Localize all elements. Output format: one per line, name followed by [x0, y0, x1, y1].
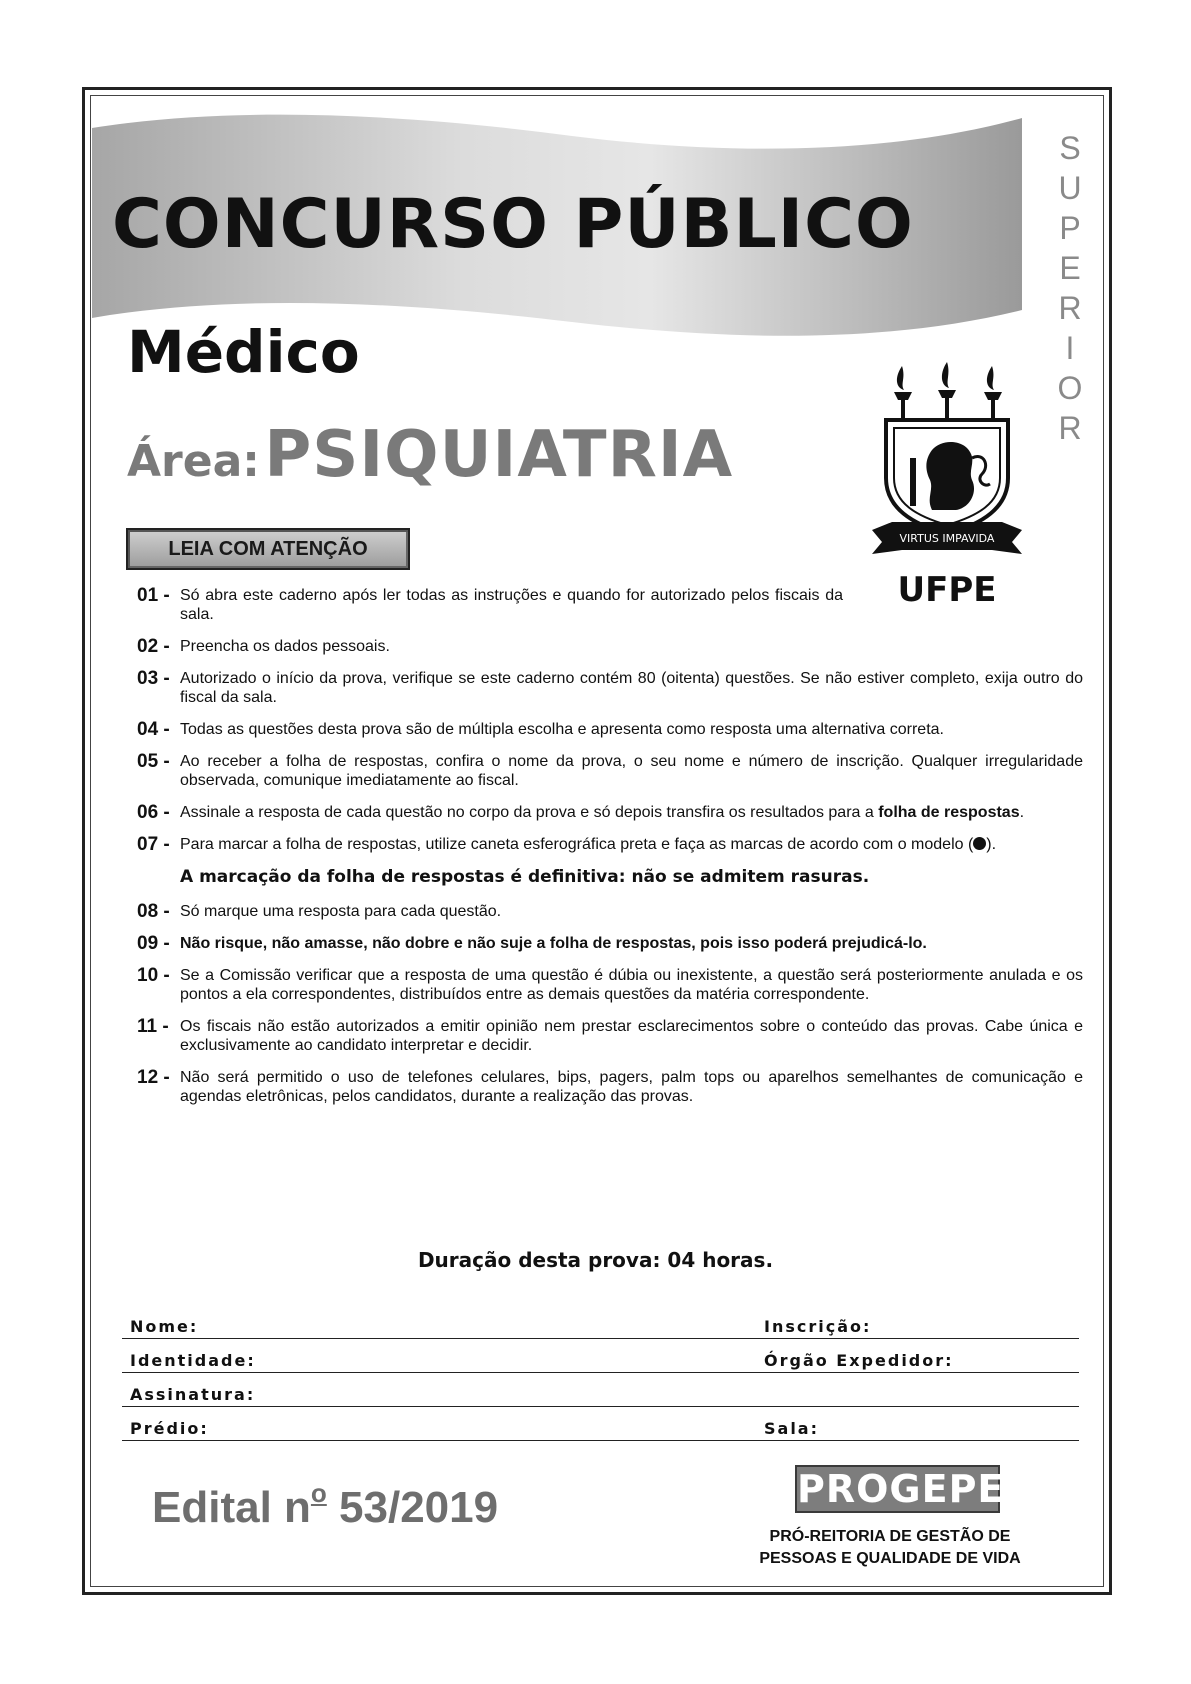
list-item: 06 - Assinale a resposta de cada questão no corpo da prova e só depois transfira os resultados para a folha de respostas.: [137, 802, 1025, 823]
filled-circle-icon: [973, 837, 986, 850]
registration-field-label: Inscrição:: [764, 1317, 872, 1336]
definitive-warning: A marcação da folha de respostas é definitiva: não se admitem rasuras.: [180, 867, 870, 887]
field-row: [122, 1407, 1079, 1441]
superior-vertical-text: [1050, 128, 1090, 448]
ufpe-logo: [872, 358, 1022, 618]
logo-name: UFPE: [897, 570, 997, 610]
list-item: 01 - Só abra este caderno após ler todas as instruções e quando for autorizado pelos fiscais da sala.: [137, 585, 843, 623]
issuer-field-label: Órgão Expedidor:: [764, 1351, 954, 1370]
vertical-letter: E: [1059, 250, 1081, 286]
logo-motto: VIRTUS IMPAVIDA: [899, 532, 995, 545]
area-value: PSIQUIATRIA: [264, 418, 734, 492]
vertical-letter: S: [1059, 130, 1081, 166]
signature-field-label: Assinatura:: [130, 1385, 256, 1404]
personal-data-fields: [122, 1305, 1079, 1441]
list-item: 07 - Para marcar a folha de respostas, utilize caneta esferográfica preta e faça as marcas de acordo com o modelo ( ).: [137, 834, 997, 855]
ufpe-crest-icon: [872, 358, 1022, 568]
list-item: 05 - Ao receber a folha de respostas, confira o nome da prova, o seu nome e número de inscrição. Qualquer irregularidade observada, comunique imediatamente ao fiscal.: [137, 751, 1083, 789]
vertical-letter: R: [1058, 290, 1082, 326]
list-item: 12 - Não será permitido o uso de telefones celulares, bips, pagers, palm tops ou aparelhos semelhantes de comunicação e agendas eletrônicas, pelos candidatos, durante a realização das provas.: [137, 1067, 1083, 1105]
list-item: 08 - Só marque uma resposta para cada questão.: [137, 901, 502, 922]
progepe-logo: PROGEPE: [797, 1467, 1005, 1511]
area-label: Área:: [127, 436, 260, 487]
vertical-letter: R: [1058, 410, 1082, 446]
edital-number: Edital $n^o$ 53/2019: [152, 1478, 499, 1532]
page-title: CONCURSO PÚBLICO: [112, 185, 914, 264]
id-field-label: Identidade:: [130, 1351, 256, 1370]
field-row: [122, 1305, 1079, 1339]
instructions-list: [137, 586, 1083, 1119]
instructions-heading: LEIA COM ATENÇÃO: [126, 528, 410, 570]
progepe-subtitle: PRÓ-REITORIA DE GESTÃO DE PESSOAS E QUALIDADE DE VIDA: [759, 1528, 1021, 1567]
cargo-title: Médico: [127, 318, 360, 386]
vertical-letter: I: [1065, 330, 1075, 366]
list-item: 10 - Se a Comissão verificar que a resposta de uma questão é dúbia ou inexistente, a questão será posteriormente anulada e os pontos a ela correspondentes, distribuídos entre as demais questões da matéria correspondente.: [137, 965, 1083, 1003]
list-item: 03 - Autorizado o início da prova, verifique se este caderno contém 80 (oitenta) questões. Se não estiver completo, exija outro do fiscal da sala.: [137, 668, 1083, 706]
field-row: [122, 1373, 1079, 1407]
vertical-letter: U: [1058, 170, 1082, 206]
list-item: 11 - Os fiscais não estão autorizados a emitir opinião nem prestar esclarecimentos sobre o conteúdo das provas. Cabe única e exclusivamente ao candidato interpretar e decidir.: [137, 1016, 1083, 1054]
exam-duration: Duração desta prova: 04 horas.: [417, 1248, 774, 1272]
list-item: 04 - Todas as questões desta prova são de múltipla escolha e apresenta como resposta uma alternativa correta.: [137, 719, 944, 740]
room-field-label: Sala:: [764, 1419, 819, 1438]
list-item: 09 - Não risque, não amasse, não dobre e não suje a folha de respostas, pois isso poderá prejudicá-lo.: [137, 933, 927, 954]
field-row: [122, 1339, 1079, 1373]
building-field-label: Prédio:: [130, 1419, 209, 1438]
name-field-label: Nome:: [130, 1317, 199, 1336]
vertical-letter: O: [1057, 370, 1083, 406]
area-title: [127, 418, 733, 492]
vertical-letter: P: [1059, 210, 1081, 246]
list-item: 02 - Preencha os dados pessoais.: [137, 636, 390, 657]
